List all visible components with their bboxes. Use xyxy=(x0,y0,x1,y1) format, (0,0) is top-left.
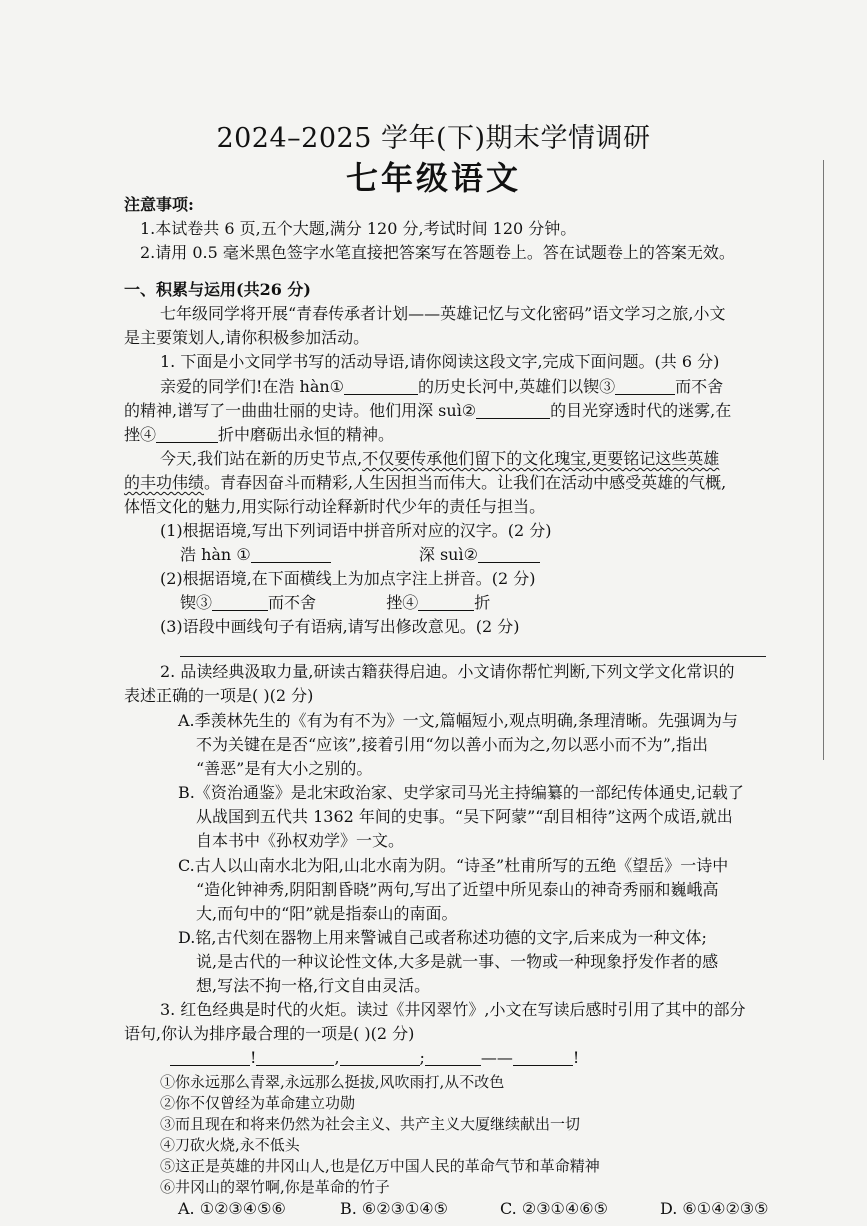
section-intro-line2: 是主要策划人,请你积极参加活动。 xyxy=(124,328,370,347)
q1-stem: 1. 下面是小文同学书写的活动导语,请你阅读这段文字,完成下面问题。(共 6 分) xyxy=(160,352,720,371)
punctuation: —— xyxy=(480,1048,513,1067)
q3-sentence-4: ④刀砍火烧,永不低头 xyxy=(160,1136,300,1154)
underlined-sentence: 的丰功伟绩 xyxy=(124,473,205,492)
answer-blank[interactable] xyxy=(418,594,474,611)
q3-option-b[interactable]: B. ⑥②③①④⑤ xyxy=(340,1199,448,1218)
q2-option-c-line3: 大,而句中的“阳”就是指泰山的南面。 xyxy=(196,904,458,923)
q3-sentence-3: ③而且现在和将来仍然为社会主义、共产主义大厦继续献出一切 xyxy=(160,1115,581,1133)
sequence-blank[interactable] xyxy=(170,1049,250,1066)
q3-sentence-6: ⑥井冈山的翠竹啊,你是革命的竹子 xyxy=(160,1178,390,1196)
q2-stem-line2: 表述正确的一项是( )(2 分) xyxy=(124,686,314,705)
notice-item-2: 2.请用 0.5 毫米黑色签字水笔直接把答案写在答题卷上。答在试题卷上的答案无效。 xyxy=(140,243,735,262)
q2-option-c-line1: C.古人以山南水北为阳,山北水南为阴。“诗圣”杜甫所写的五绝《望岳》一诗中 xyxy=(178,856,729,875)
q3-stem-line1: 3. 红色经典是时代的火炬。读过《井冈翠竹》,小文在写读后感时引用了其中的部分 xyxy=(160,1000,746,1019)
q2-stem-line1: 2. 品读经典汲取力量,研读古籍获得启迪。小文请你帮忙判断,下列文学文化常识的 xyxy=(160,662,735,681)
q1-passage-line2 xyxy=(124,400,731,422)
passage-text: 今天,我们站在新的历史节点, xyxy=(160,449,363,468)
passage-text: 挫④ xyxy=(124,425,157,444)
q3-stem-line2: 语句,你认为排序最合理的一项是( )(2 分) xyxy=(124,1024,415,1043)
q2-option-d-line1: D.铭,古代刻在器物上用来警诫自己或者称述功德的文字,后来成为一种文体; xyxy=(178,928,707,947)
q1-sub2-answers xyxy=(180,592,490,614)
subject-title: 七年级语文 xyxy=(345,159,521,197)
punctuation: ; xyxy=(419,1048,425,1067)
q2-option-d-line2: 说,是古代的一种议论性文体,大多是就一事、一物或一种现象抒发作者的感 xyxy=(196,952,719,971)
section-intro-line1: 七年级同学将开展“青春传承者计划——英雄记忆与文化密码”语文学习之旅,小文 xyxy=(160,304,726,323)
q3-sentence-5: ⑤这正是英雄的井冈山人,也是亿万中国人民的革命气节和革命精神 xyxy=(160,1157,600,1175)
q2-option-d-line3: 想,写法不拘一格,行文自由灵活。 xyxy=(196,976,431,995)
punctuation: ! xyxy=(572,1048,580,1067)
q3-sequence-blanks xyxy=(170,1047,579,1069)
section-heading: 一、积累与运用(共26 分) xyxy=(124,280,311,299)
q3-option-c[interactable]: C. ②③①④⑥⑤ xyxy=(500,1199,608,1218)
answer-blank xyxy=(156,426,218,443)
sub-label: 挫④ xyxy=(386,593,419,612)
passage-text: 而不舍 xyxy=(675,377,724,396)
notice-item-1: 1.本试卷共 6 页,五个大题,满分 120 分,考试时间 120 分钟。 xyxy=(140,219,577,238)
sub-label: 折 xyxy=(474,593,491,612)
q3-option-a[interactable]: A. ①②③④⑤⑥ xyxy=(178,1199,286,1218)
passage-text: 的目光穿透时代的迷雾,在 xyxy=(550,401,732,420)
sequence-blank[interactable] xyxy=(256,1049,334,1066)
underlined-sentence: 不仅要传承他们留下的文化瑰宝,更要铭记这些英雄 xyxy=(362,449,720,468)
passage-text: 的历史长河中,英雄们以锲③ xyxy=(418,377,616,396)
sub-label: 而不舍 xyxy=(268,593,317,612)
notice-heading: 注意事项: xyxy=(124,195,194,214)
q2-option-a-line2: 不为关键在是否“应该”,接着引用“勿以善小而为之,勿以恶小而不为”,指出 xyxy=(196,735,708,754)
passage-text: 折中磨砺出永恒的精神。 xyxy=(218,425,395,444)
answer-blank xyxy=(476,402,550,419)
q3-option-d[interactable]: D. ⑥①④②③⑤ xyxy=(660,1199,769,1218)
passage-text: 的精神,谱写了一曲曲壮丽的史诗。他们用深 suì② xyxy=(124,401,477,420)
q2-option-a-line3: “善恶”是有大小之别的。 xyxy=(196,759,373,778)
punctuation: , xyxy=(334,1048,340,1067)
q1-sub2: (2)根据语境,在下面横线上为加点字注上拼音。(2 分) xyxy=(160,569,536,588)
answer-line[interactable] xyxy=(180,656,766,657)
answer-blank[interactable] xyxy=(251,546,331,563)
answer-blank[interactable] xyxy=(212,594,268,611)
q2-option-c-line2: “造化钟神秀,阴阳割昏晓”两句,写出了近望中所见泰山的神奇秀丽和巍峨高 xyxy=(196,880,719,899)
passage-text: 。青春因奋斗而精彩,人生因担当而伟大。让我们在活动中感受英雄的气概, xyxy=(204,473,727,492)
q2-option-b-line3: 自本书中《孙权劝学》一文。 xyxy=(196,831,405,850)
sub-label: 深 suì② xyxy=(418,545,478,564)
q2-option-b-line1: B.《资治通鉴》是北宋政治家、史学家司马光主持编纂的一部纪传体通史,记载了 xyxy=(178,783,744,802)
margin-line xyxy=(823,160,824,760)
q2-option-a-line1: A.季羡林先生的《有为有不为》一文,篇幅短小,观点明确,条理清晰。先强调为与 xyxy=(178,711,738,730)
q1-passage-line1 xyxy=(160,376,723,398)
q1-passage-line4 xyxy=(160,448,719,470)
sequence-blank[interactable] xyxy=(425,1049,481,1066)
q2-option-b-line2: 从战国到五代共 1362 年间的史事。“吴下阿蒙”“刮目相待”这两个成语,就出 xyxy=(196,807,733,826)
exam-title: 2024–2025 学年(下)期末学情调研 xyxy=(216,123,651,154)
punctuation: ! xyxy=(250,1048,257,1067)
q3-sentence-1: ①你永远那么青翠,永远那么挺拔,风吹雨打,从不改色 xyxy=(160,1073,505,1091)
q1-passage-line6: 体悟文化的魅力,用实际行动诠释新时代少年的责任与担当。 xyxy=(124,497,546,516)
q1-sub1-answers xyxy=(180,544,540,566)
passage-text: 亲爱的同学们!在浩 hàn① xyxy=(160,377,345,396)
sub-label: 浩 hàn ① xyxy=(180,545,251,564)
sequence-blank[interactable] xyxy=(340,1049,420,1066)
q1-sub3: (3)语段中画线句子有语病,请写出修改意见。(2 分) xyxy=(160,617,520,636)
sequence-blank[interactable] xyxy=(513,1049,573,1066)
answer-blank xyxy=(344,378,418,395)
answer-blank xyxy=(615,378,675,395)
sub-label: 锲③ xyxy=(180,593,213,612)
answer-blank[interactable] xyxy=(478,546,540,563)
q1-passage-line3 xyxy=(124,424,394,446)
q1-sub1: (1)根据语境,写出下列词语中拼音所对应的汉字。(2 分) xyxy=(160,521,552,540)
q3-sentence-2: ②你不仅曾经为革命建立功勋 xyxy=(160,1094,356,1112)
q1-passage-line5 xyxy=(124,472,726,494)
